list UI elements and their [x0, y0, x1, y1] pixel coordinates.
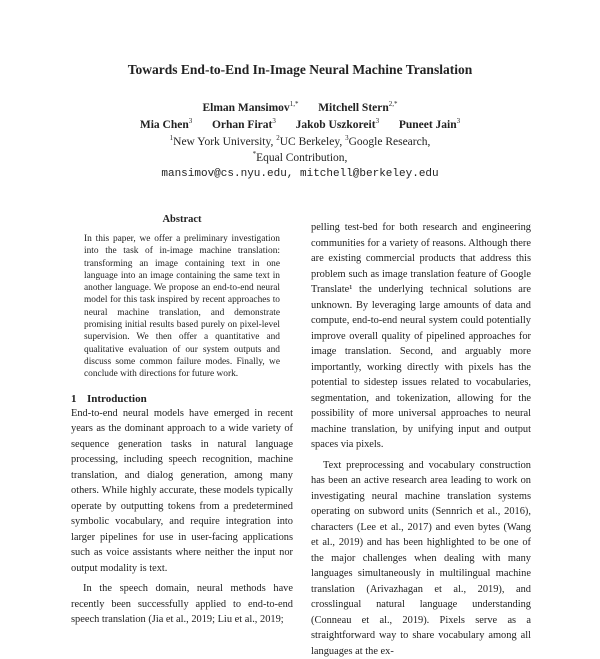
- aff-sup: 2: [276, 134, 280, 142]
- section-title: Introduction: [87, 393, 147, 405]
- author-name: Orhan Firat: [212, 119, 272, 131]
- affiliation: Google Research,: [349, 136, 431, 148]
- section-number: 1: [71, 392, 87, 406]
- right-paragraph-1: pelling test-bed for both research and engineering communities for a variety of reasons. Although there are existing commercial products that address this problem such as image translation feature of Google Translate¹ the underlying technical solutions are unknown. By leveraging large amounts of data and compute, end-to-end neural system could potentially improve overall quality of pipelined approaches for image translation. Second, and arguably more importantly, working directly with pixels has the potential to sidestep issues related to vocabularies, segmentation, and tokenization, allowing for the possibility of more universal approaches to neural machine translation, by unifying input and output spaces via pixels.: [311, 220, 531, 453]
- left-column: [71, 214, 293, 628]
- author-sup: 3: [457, 117, 461, 125]
- author-emails: mansimov@cs.nyu.edu, mitchell@berkeley.edu: [0, 166, 600, 183]
- author-sup: 3: [272, 117, 276, 125]
- right-column: [311, 220, 531, 659]
- right-paragraph-2: Text preprocessing and vocabulary construction has been an active research area leading to work on investigating neural machine translation systems operating on subword units (Sennrich et al., 2016), characters (Lee et al., 2017) and even bytes (Wang et al., 2019) and has been highlighted to be one of the major challenges when dealing with many languages simultaneously in multilingual machine translation (Arivazhagan et al., 2019), and crosslingual natural language understanding (Conneau et al., 2019). Pixels serve as a straightforward way to share vocabulary among all languages at the ex-: [311, 458, 531, 659]
- author-sup: 2,*: [389, 100, 398, 108]
- author-name: Elman Mansimov: [202, 102, 289, 114]
- author-sup: 1,*: [290, 100, 299, 108]
- abstract-body: In this paper, we offer a preliminary investigation into the task of in-image machine translation: transforming an image containing text in one language into an image containing the same text in another language. We propose an end-to-end neural model for this task inspired by recent approaches to neural machine translation, and demonstrate promising initial results based purely on pixel-level supervision. We then offer a quantitative and qualitative evaluation of our system outputs and discuss some common failure modes. Finally, we conclude with directions for future work.: [84, 233, 280, 381]
- author-line-1: [0, 100, 600, 117]
- aff-sup: 3: [345, 134, 349, 142]
- equal-sup: *: [253, 150, 257, 158]
- author-name: Jakob Uszkoreit: [296, 119, 376, 131]
- aff-sup: 1: [170, 134, 174, 142]
- paper-title: Towards End-to-End In-Image Neural Machine Translation: [0, 62, 600, 78]
- author-block: [0, 100, 600, 183]
- equal-text: Equal Contribution,: [256, 152, 347, 164]
- affiliation: UC Berkeley,: [280, 136, 345, 148]
- equal-contribution: [0, 150, 600, 166]
- author-sup: 3: [189, 117, 193, 125]
- author-name: Mia Chen: [140, 119, 189, 131]
- affiliations: [0, 134, 600, 150]
- author-name: Mitchell Stern: [318, 102, 389, 114]
- intro-paragraph-2: In the speech domain, neural methods have recently been successfully applied to end-to-end speech translation (Jia et al., 2019; Liu et al., 2019;: [71, 581, 293, 628]
- section-heading: [71, 392, 293, 406]
- affiliation: New York University,: [173, 136, 276, 148]
- author-line-2: [0, 117, 600, 134]
- intro-paragraph-1: End-to-end neural models have emerged in recent years as the dominant approach to a wide variety of sequence generation tasks in natural language processing, including speech recognition, machine translation, and dialog generation, among many others. While highly accurate, these models typically operate by outputting tokens from a predetermined symbolic vocabulary, and require integration into larger pipelines for use in user-facing applications such as voice assistants where neither the input nor output modality is text.: [71, 406, 293, 577]
- abstract-heading: Abstract: [71, 214, 293, 225]
- author-sup: 3: [376, 117, 380, 125]
- author-name: Puneet Jain: [399, 119, 457, 131]
